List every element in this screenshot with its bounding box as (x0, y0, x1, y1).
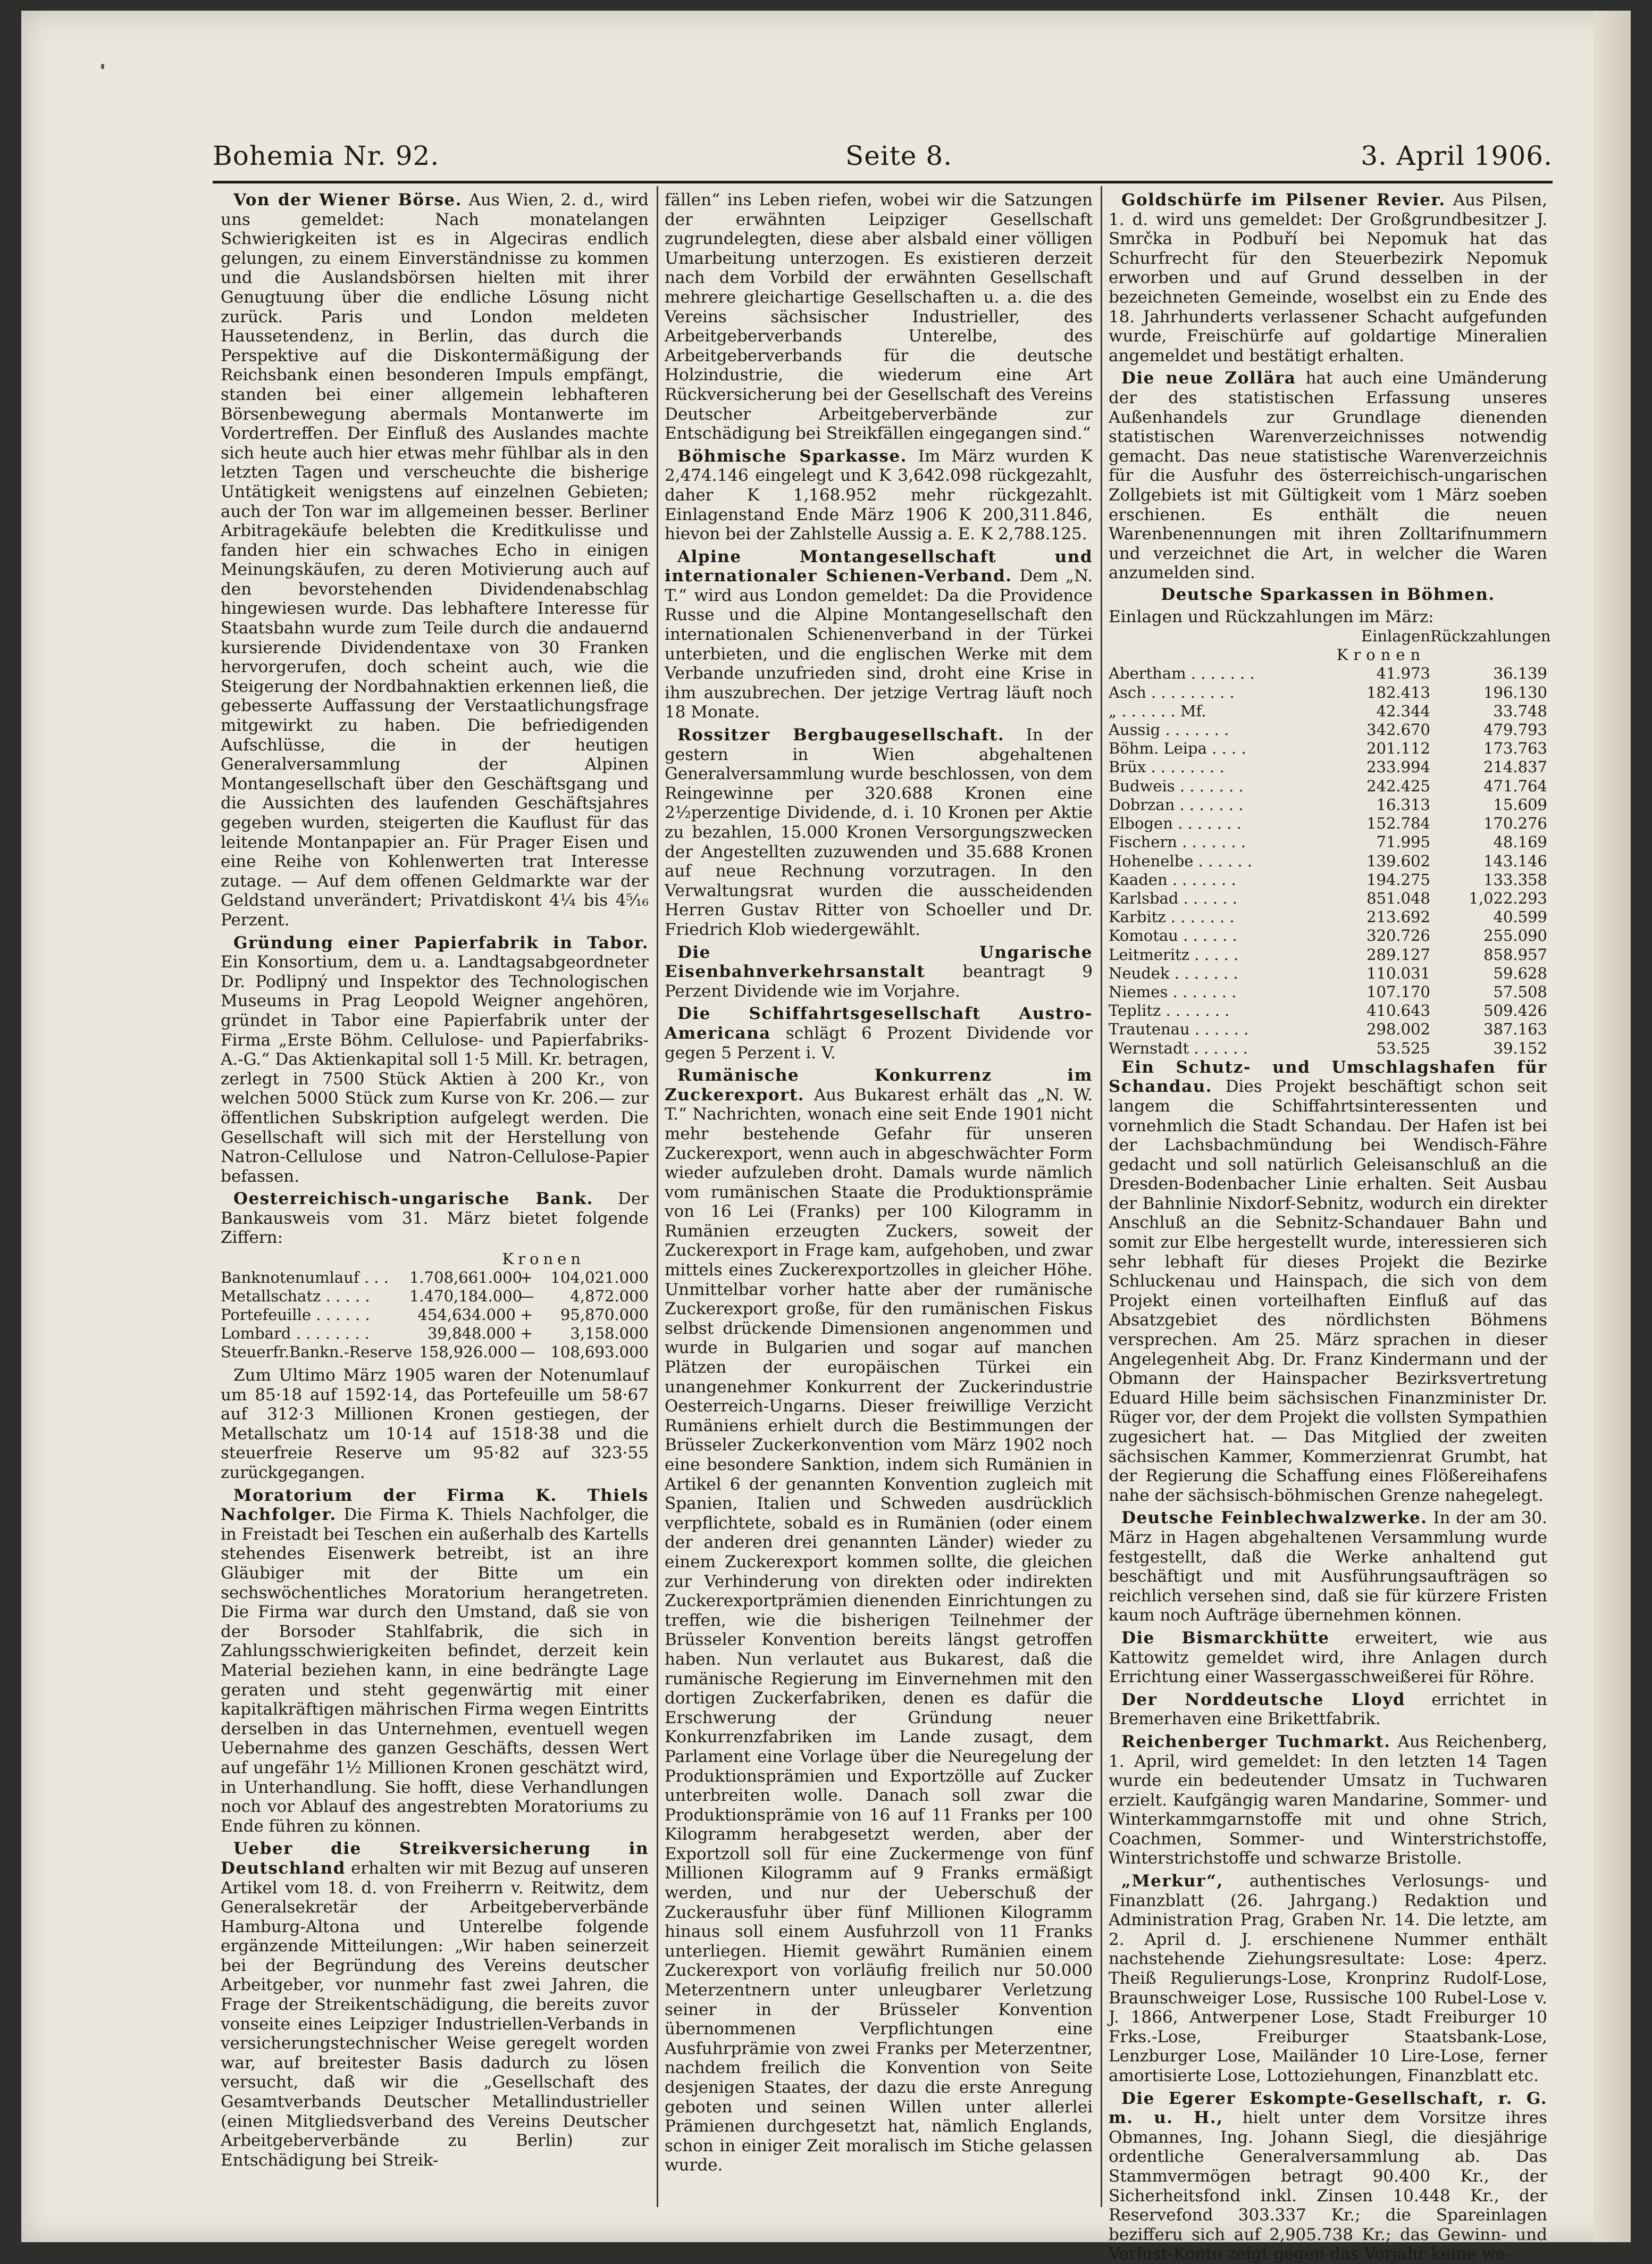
article-body: Ein Konsortium, dem u. a. Landtagsabgeordneter Dr. Podlipný und Inspektor des Technologischen Museums in Prag Leopold Weigner angehören, gründet in Tabor eine Papierfabrik unter der Firma „Erste Böhm. Cellulose- und Papierfabriks-A.-G.“ Das Aktienkapital soll 1·5 Mill. Kr. betragen, zerlegt in 7500 Stück Aktien à 200 Kr., von welchen 5000 Stück zum Kurse von Kr. 206.— zur öffentlichen Subskription aufgelegt werden. Die Gesellschaft will sich mit der Herstellung von Natron-Cellulose und Natron-Cellulose-Papier befassen. (221, 953, 649, 1186)
table-row (1109, 702, 1547, 721)
table-row (1109, 796, 1547, 814)
table-cell-value: 39,848.000 (427, 1324, 516, 1343)
table-cell-einlagen: 139.602 (1366, 851, 1430, 870)
article-body: Aus Reichenberg, 1. April, wird gemeldet: In den letzten 14 Tagen wurde ein bedeutender Umsatz in Tuchwaren erzielt. Kaufgängig waren Mandarine, Sommer- und Winterkammgarnstoffe mit und ohne Strich, Coachmen, Sommer- und Winterstrichstoffe, Winterstrichstoffe und schwarze Bristolle. (1109, 1732, 1547, 1868)
table-cell-value: 158,926.000 (419, 1343, 517, 1361)
table-row (1109, 739, 1547, 758)
table-row (1109, 814, 1547, 833)
table-row (1109, 908, 1547, 926)
table-row (1109, 777, 1547, 796)
table-cell-einlagen: 410.643 (1366, 1001, 1430, 1020)
table-cell-change: 4,872.000 (570, 1287, 649, 1306)
table-cell-label: Karbitz . . . . . . . (1109, 908, 1235, 926)
table-header (1109, 627, 1551, 646)
table-row (1109, 964, 1547, 983)
table-cell-einlagen: 213.692 (1366, 908, 1430, 926)
article-heading: Moratorium der Firma K. Thiels Nachfolger. (221, 1485, 649, 1525)
article-heading: Rumänische Konkurrenz im Zuckerexport. (665, 1066, 1093, 1105)
table-row (1109, 664, 1547, 683)
table-cell-label: Dobrzan . . . . . . . (1109, 795, 1244, 814)
table-cell-rueckzahlungen: 509.426 (1483, 1001, 1547, 1020)
header-date: 3. April 1906. (1361, 140, 1553, 171)
article-body: Im März wurden K 2,474.146 eingelegt und K 3,642.098 rückgezahlt, daher K 1,168.952 mehr rückgezahlt. Einlagenstand Ende März 1906 K 200,311.846, hievon bei der Zahlstelle Aussig a. E. K 2,788.125. (665, 446, 1093, 544)
article-body: In der gestern in Wien abgehaltenen Generalversammlung wurde beschlossen, von dem Reingewinne per 320.688 Kronen eine 2½perzentige Dividende, d. i. 10 Kronen per Aktie zu bezahlen, 15.000 Kronen Versorgungszwecken der Angestellten zuzuwenden und 35.688 Kronen auf neue Rechnung vorzutragen. In den Verwaltungsrat wurden die ausscheidenden Herren Gustav Ritter von Schoeller und Dr. Friedrich Klob wiedergewählt. (665, 725, 1093, 939)
table-cell-rueckzahlungen: 48.169 (1493, 833, 1547, 851)
article-ungarische-eisenbahn (665, 943, 1093, 1001)
table-cell-rueckzahlungen: 858.957 (1483, 945, 1547, 964)
table-cell-label: Portefeuille . . . . . . (221, 1306, 370, 1324)
article-heading: Die neue Zollära (1121, 369, 1296, 388)
table-cell-change: 3,158.000 (570, 1324, 649, 1343)
column-3 (1109, 190, 1551, 2264)
article-body: In der am 30. März in Hagen abgehaltenen Versammlung wurde festgestellt, daß die Werke anhaltend gut beschäftigt und mit Ausführungsaufträgen so reichlich versehen sind, daß sie für kürzere Fristen kaum noch Aufträge übernehmen können. (1109, 1508, 1547, 1625)
table-row (1109, 946, 1547, 964)
table-cell-label: Metallschatz . . . . . (221, 1287, 370, 1306)
article-oesterr-ung-bank (221, 1189, 649, 1248)
table-cell-label: Steuerfr.Bankn.-Reserve (221, 1343, 413, 1361)
article-heading: Deutsche Feinblechwalzwerke. (1121, 1508, 1428, 1528)
table-row (221, 1306, 649, 1324)
article-bismarckhuette (1109, 1628, 1547, 1687)
table-row (1109, 926, 1547, 945)
table-row (1109, 1039, 1547, 1058)
table-cell-einlagen: 320.726 (1366, 926, 1430, 945)
table-cell-change: 104,021.000 (550, 1268, 649, 1287)
table-cell-einlagen: 182.413 (1366, 683, 1430, 701)
table-row (1109, 683, 1547, 702)
table-cell-sign: — (518, 1287, 534, 1306)
table-cell-rueckzahlungen: 40.599 (1493, 908, 1547, 926)
table-cell-label: Komotau . . . . . . (1109, 926, 1237, 945)
table-cell-label: Asch . . . . . . . . . (1109, 683, 1235, 701)
article-body-continued: Zum Ultimo März 1905 waren der Notenumlauf um 85·18 auf 1592·14, das Portefeuille um 58·67 auf 312·3 Millionen Kronen gestiegen, der Metallschatz um 10·14 auf 1518·38 und die steuerfreie Reserve um 95·82 auf 323·55 zurückgegangen. (221, 1366, 649, 1483)
article-moratorium (221, 1486, 649, 1836)
article-heading: Die Schiffahrtsgesellschaft Austro-Americana (665, 1004, 1093, 1043)
article-body: erweitert, wie aus Kattowitz gemeldet wird, ihre Anlagen durch Errichtung einer Wassergasschweißerei für Röhre. (1109, 1628, 1547, 1687)
table-cell-sign: + (519, 1268, 533, 1287)
article-schandau (1109, 1058, 1547, 1506)
table-cell-label: Hohenelbe . . . . . . (1109, 851, 1253, 870)
article-reichenberger-tuchmarkt (1109, 1732, 1547, 1868)
table-cell-rueckzahlungen: 36.139 (1493, 664, 1547, 683)
newspaper-page (21, 11, 1631, 2264)
page-header (213, 132, 1553, 180)
table-cell-label: Teplitz . . . . . . . (1109, 1001, 1230, 1020)
table-cell-label: Budweis . . . . . . . (1109, 776, 1244, 795)
column-2 (665, 190, 1093, 2211)
table-cell-rueckzahlungen: 39.152 (1493, 1039, 1547, 1057)
article-heading: Der Norddeutsche Lloyd (1121, 1690, 1406, 1709)
table-cell-einlagen: 242.425 (1366, 776, 1430, 795)
table-row (221, 1268, 649, 1287)
table-header (221, 1250, 649, 1268)
article-merkur (1109, 1872, 1547, 2086)
table-cell-rueckzahlungen: 33.748 (1493, 701, 1547, 720)
table-cell-einlagen: 110.031 (1366, 964, 1430, 982)
table-cell-rueckzahlungen: 173.763 (1483, 739, 1547, 758)
article-body: schlägt 6 Prozent Dividende vor gegen 5 Perzent i. V. (665, 1023, 1093, 1063)
article-body: Aus Pilsen, 1. d. wird uns gemeldet: Der Großgrundbesitzer J. Smrčka in Podbuří bei Nepomuk hat das Schurfrecht für den Steuerbezirk Nepomuk erworben und auf Grund desselben in der bezeichneten Gemeinde, woselbst ein zu Ende des 18. Jahrhunderts verlassener Schacht aufgefunden wurde, Freischürfe auf goldartige Mineralien angemeldet und bestätigt erhalten. (1109, 190, 1547, 365)
table-body (1109, 664, 1547, 1057)
article-heading: Die Bismarckhütte (1121, 1628, 1330, 1648)
article-deutsche-sparkassen (1109, 585, 1547, 605)
sparkassen-table (1109, 627, 1551, 1058)
column-1 (221, 190, 649, 2211)
article-body: Aus Wien, 2. d., wird uns gemeldet: Nach monatelangen Schwierigkeiten ist es in Algeciras endlich gelungen, zu einem Einverständnisse zu kommen und die Auslandsbörsen hielten mit ihrer Genugtuung über die endliche Lösung nicht zurück. Paris und London meldeten Haussetendenz, in Berlin, das durch die Perspektive auf die Diskontermäßigung der Reichsbank einen besonderen Impuls empfängt, standen bei einer allgemein lebhafteren Börsenbewegung abermals Montanwerte im Vordertreffen. Der Einfluß des Auslandes machte sich heute auch hier etwas mehr fühlbar als in den letzten Tagen und verscheuchte die bisherige Untätigkeit wenigstens auf einzelnen Gebieten; auch der Ton war im allgemeinen besser. Berliner Arbitragekäufe belebten die Kreditkulisse und fanden hier ein schwaches Echo in einigen Meinungskäufen, zu deren Motivierung auch auf den bevorstehenden Dividendenabschlag hingewiesen wurde. Das lebhaftere Interesse für Staatsbahn wurde zum Teile durch die andauernd kursierende Dividendentaxe von 30 Franken hervorgerufen, doch scheint auch, wie die Steigerung der Nordbahnaktien erkennen ließ, die gebesserte Auffassung der Verstaatlichungsfrage mitgewirkt zu haben. Die befriedigenden Aufschlüsse, die in der heutigen Generalversammlung der Alpinen Montangesellschaft über den Geschäftsgang und die Aussichten des laufenden Geschäftsjahres gegeben wurden, steigerten die Kauflust für das leitende Montanpapier an. Für Prager Eisen und eine Reihe von Kohlenwerten trat Interesse zutage. — Auf dem offenen Geldmarkte war der Geldstand unverändert; Privatdiskont 4¼ bis 4⁵⁄₁₆ Perzent. (221, 190, 649, 930)
table-cell-value: 1.470,184.000 (409, 1287, 523, 1306)
column-rule (657, 186, 658, 2207)
table-cell-label: Leitmeritz . . . . . (1109, 945, 1239, 964)
article-austro-americana (665, 1004, 1093, 1063)
table-header-cell: Einlagen (1361, 627, 1430, 646)
article-heading: Böhmische Sparkasse. (677, 446, 907, 466)
table-cell-change: 95,870.000 (560, 1306, 649, 1324)
table-row (1109, 758, 1547, 776)
table-cell-value: 454,634.000 (417, 1306, 516, 1324)
table-cell-rueckzahlungen: 57.508 (1493, 982, 1547, 1001)
article-heading: Die Ungarische Eisenbahnverkehrsanstalt (665, 942, 1093, 982)
article-heading: Deutsche Sparkassen in Böhmen. (1161, 584, 1495, 604)
article-heading: Die Egerer Eskompte-Gesellschaft, r. G. m. u. H., (1109, 2088, 1547, 2128)
header-page-number: Seite 8. (845, 140, 953, 171)
table-cell-rueckzahlungen: 479.793 (1483, 721, 1547, 739)
table-cell-einlagen: 152.784 (1366, 814, 1430, 833)
table-cell-rueckzahlungen: 170.276 (1483, 814, 1547, 833)
article-egerer-eskompte (1109, 2089, 1547, 2264)
table-cell-label: Aussig . . . . . . . (1109, 721, 1229, 739)
article-body: Dies Projekt beschäftigt schon seit langem die Schiffahrtsinteressenten und vornehmlich die Stadt Schandau. Der Hafen ist bei der Lachsbachmündung bei Wendisch-Fähre gedacht und soll natürlich Geleisanschluß an die Dresden-Bodenbacher Linie erhalten. Seit Ausbau der Bahnlinie Nixdorf-Sebnitz, wodurch ein direkter Anschluß an die Sebnitz-Schandauer Bahn und somit zur Elbe hergestellt wurde, interessieren sich sehr lebhaft für dieses Projekt die Bezirke Schluckenau und Hainspach, die sich von dem Projekt einen vorteilhaften Einfluß auf das Absatzgebiet des nördlichsten Böhmens versprechen. Am 25. März sprachen in dieser Angelegenheit Abg. Dr. Franz Kindermann und der Obmann der Hainspacher Bezirksvertretung Eduard Hille beim sächsischen Finanzminister Dr. Rüger vor, der dem Projekt die vollsten Sympathien zugesichert hat. — Das Mitglied der zweiten sächsischen Kammer, Kommerzienrat Grumbt, hat der Regierung die Schaffung eines Flößereihafens nahe der sächsisch-böhmischen Grenze nahegelegt. (1109, 1077, 1547, 1505)
header-masthead: Bohemia Nr. 92. (213, 140, 440, 171)
table-cell-einlagen: 42.344 (1376, 701, 1430, 720)
article-streikversicherung (221, 1839, 649, 2170)
article-heading: „Merkur“, (1121, 1872, 1223, 1891)
table-row (1109, 983, 1547, 1001)
table-cell-label: Wernstadt . . . . . . (1109, 1039, 1248, 1057)
table-cell-einlagen: 298.002 (1366, 1020, 1430, 1039)
table-cell-rueckzahlungen: 133.358 (1483, 870, 1547, 889)
table-cell-rueckzahlungen: 387.163 (1483, 1020, 1547, 1039)
table-cell-einlagen: 107.170 (1366, 982, 1430, 1001)
table-row (1109, 1020, 1547, 1039)
table-row (1109, 1001, 1547, 1020)
article-continued: fällen“ ins Leben riefen, wobei wir die Satzungen der erwähnten Leipziger Gesellschaft zugrundelegten, diese aber alsbald einer völligen Umarbeitung unterzogen. Es existieren derzeit nach dem Vorbild der erwähnten Gesellschaft mehrere gleichartige Gesellschaften u. a. die des Vereins sächsischer Industrieller, des Arbeitgeberverbands Unterelbe, des Arbeitgeberverbands für die deutsche Holzindustrie, die wiederum eine Art Rückversicherung bei der Gesellschaft des Vereins Deutscher Arbeitgeberverbände zur Entschädigung bei Streikfällen eingegangen sind.“ (665, 190, 1093, 444)
table-cell-change: 108,693.000 (550, 1343, 649, 1361)
table-cell-rueckzahlungen: 143.146 (1483, 851, 1547, 870)
article-rumaenische-konkurrenz (665, 1066, 1093, 2175)
table-cell-einlagen: 233.994 (1366, 758, 1430, 776)
article-goldschuerfe (1109, 190, 1547, 365)
table-cell-label: Kaaden . . . . . . . (1109, 870, 1236, 889)
article-rossitzer (665, 725, 1093, 940)
article-wiener-boerse (221, 190, 649, 930)
table-cell-label: Neudek . . . . . . . (1109, 964, 1238, 982)
table-cell-label: Elbogen . . . . . . . (1109, 814, 1242, 833)
header-rule (213, 181, 1553, 183)
article-body: Der Bankausweis vom 31. März bietet folgende Ziffern: (221, 1189, 649, 1248)
article-zollaera (1109, 369, 1547, 583)
table-cell-label: Böhm. Leipa . . . . (1109, 739, 1246, 758)
table-cell-label: „ . . . . . . Mf. (1109, 701, 1206, 720)
table-row (1109, 852, 1547, 871)
article-heading: Reichenberger Tuchmarkt. (1121, 1732, 1391, 1751)
table-row (221, 1287, 649, 1306)
article-heading: Oesterreichisch-ungarische Bank. (233, 1189, 593, 1209)
table-cell-sign: + (519, 1306, 533, 1324)
article-body: beantragt 9 Perzent Dividende wie im Vorjahre. (665, 962, 1093, 1001)
article-body: Einlagen und Rückzahlungen im März: (1109, 607, 1434, 627)
article-body: hat auch eine Umänderung der des statistischen Erfassung unseres Außenhandels zur Grundlage dienenden statistischen Warenverzeichnisses notwendig gemacht. Das neue statistische Warenverzeichnis für die Ausfuhr des österreichisch-ungarischen Zollgebiets ist mit Gültigkeit vom 1 März soeben erschienen. Es enthält die neuen Warenbenennungen mit ihren Zolltarifnummern und verzeichnet die Art, in welcher die Waren anzumelden sind. (1109, 369, 1547, 583)
table-cell-sign: + (519, 1324, 533, 1343)
article-body: errichtet in Bremerhaven eine Brikettfabrik. (1109, 1690, 1547, 1729)
table-row (221, 1324, 649, 1343)
article-heading: Alpine Montangesellschaft und internationaler Schienen-Verband. (665, 547, 1093, 586)
article-heading: Goldschürfe im Pilsener Revier. (1121, 190, 1446, 210)
article-alpine-montan (665, 547, 1093, 722)
table-cell-einlagen: 53.525 (1376, 1039, 1430, 1057)
table-cell-label: Brüx . . . . . . . . (1109, 758, 1225, 776)
table-cell-label: Lombard . . . . . . . . (221, 1324, 370, 1343)
table-cell-label: Banknotenumlauf . . . (221, 1268, 389, 1287)
bank-statement-table (221, 1250, 649, 1361)
print-speck (101, 64, 104, 69)
article-body: authentisches Verlosungs- und Finanzblatt (26. Jahrgang.) Redaktion und Administration Prag, Graben Nr. 14. Die letzte, am 2. April d. J. erschienene Nummer enthält nachstehende Ziehungsresultate: Lose: 4perz. Theiß Regulierungs-Lose, Kronprinz Rudolf-Lose, Braunschweiger Lose, Russische 100 Rubel-Lose v. J. 1866, Antwerpener Lose, Stadt Freiburger 10 Frks.-Lose, Freiburger Staatsbank-Lose, Lenzburger Lose, Mailänder 10 Lire-Lose, ferner amortisierte Lose, Lottoziehungen, Finanzblatt etc. (1109, 1872, 1547, 2086)
page-edge-shadow (1594, 11, 1631, 2242)
article-body: hielt unter dem Vorsitze ihres Obmannes, Ing. Johann Siegl, die diesjährige ordentliche Generalversammlung ab. Das Stammvermögen betragt 90.400 Kr., der Sicherheitsfond inkl. Zinsen 10.448 Kr., der Reservefond 303.337 Kr.; die Spareinlagen bezifferu sich auf 2,905.738 Kr.; das Gewinn- und Verlust-Konto zeigt gegen das Vorjahr keine we- (1109, 2108, 1548, 2264)
article-heading: Ein Schutz- und Umschlagshafen für Schandau. (1109, 1057, 1547, 1097)
table-header-cell: Rückzahlungen (1430, 627, 1551, 646)
table-cell-einlagen: 342.670 (1366, 721, 1430, 739)
table-cell-label: Abertham . . . . . . . (1109, 664, 1255, 683)
article-heading: Ueber die Streikversicherung in Deutschland (221, 1839, 649, 1878)
article-body: Dem „N. T.“ wird aus London gemeldet: Da die Providence Russe und die Alpine Montangesellschaft den internationalen Schienenverband in der Türkei unterbieten, und die englischen Werke mit dem Verbande unzufrieden sind, droht eine Krise in ihm auszubrechen. Der jetzige Vertrag läuft noch 18 Monate. (665, 566, 1093, 722)
table-cell-sign: — (520, 1343, 536, 1361)
table-row (1109, 721, 1547, 739)
column-rule (1101, 186, 1102, 2207)
table-cell-rueckzahlungen: 214.837 (1483, 758, 1547, 776)
article-norddeutscher-lloyd (1109, 1690, 1547, 1729)
article-heading: Rossitzer Bergbaugesellschaft. (677, 725, 1005, 745)
table-row (1109, 889, 1547, 908)
table-cell-rueckzahlungen: 196.130 (1483, 683, 1547, 701)
table-cell-einlagen: 201.112 (1366, 739, 1430, 758)
table-cell-value: 1.708,661.000 (409, 1268, 523, 1287)
article-heading: Von der Wiener Börse. (233, 190, 462, 210)
table-cell-rueckzahlungen: 59.628 (1493, 964, 1547, 982)
article-feinblechwalzwerke (1109, 1508, 1547, 1625)
table-unit: Kronen (502, 1250, 585, 1268)
table-row (221, 1343, 649, 1361)
table-cell-einlagen: 16.313 (1376, 795, 1430, 814)
table-cell-einlagen: 41.973 (1376, 664, 1430, 683)
table-cell-rueckzahlungen: 15.609 (1493, 795, 1547, 814)
table-cell-rueckzahlungen: 1,022.293 (1469, 889, 1547, 907)
table-cell-label: Niemes . . . . . . . (1109, 982, 1237, 1001)
table-row (1109, 833, 1547, 851)
article-heading: Gründung einer Papierfabrik in Tabor. (233, 933, 649, 953)
article-body: Die Firma K. Thiels Nachfolger, die in Freistadt bei Teschen ein außerhalb des Kartells stehendes Eisenwerk betreibt, ist an ihre Gläubiger mit der Bitte um ein sechswöchentliches Moratorium herangetreten. Die Firma war durch den Umstand, daß sie von der Borsoder Stahlfabrik, die sich in Zahlungsschwierigkeiten befindet, derzeit kein Material beziehen kann, in eine bedrängte Lage geraten und steht gegenwärtig mit einer kapitalkräftigen mährischen Firma wegen Eintritts derselben in das Unternehmen, eventuell wegen Uebernahme des ganzen Geschäfts, dessen Wert auf ungefähr 1½ Millionen Kronen geschätzt wird, in Unterhandlung. Sie hofft, diese Verhandlungen noch vor Ablauf des angestrebten Moratoriums zu Ende führen zu können. (221, 1505, 649, 1836)
table-cell-rueckzahlungen: 255.090 (1483, 926, 1547, 945)
table-cell-einlagen: 289.127 (1366, 945, 1430, 964)
table-unit: Kronen (1336, 646, 1426, 664)
table-cell-einlagen: 71.995 (1376, 833, 1430, 851)
table-cell-label: Karlsbad . . . . . . (1109, 889, 1238, 907)
article-papierfabrik (221, 933, 649, 1187)
article-body: Aus Bukarest erhält das „N. W. T.“ Nachrichten, wonach eine seit Ende 1901 nicht mehr bestehende Gefahr für unseren Zuckerexport, wenn auch in abgeschwächter Form wieder aufzuleben droht. Damals wurde nämlich vom rumänischen Staate die Produktionsprämie von 16 Lei (Franks) per 100 Kilogramm in Rumänien erzeugten Zuckers, soweit der Zuckerexport in Frage kam, aufgehoben, und zwar mittels eines Zuckerexportzolles in gleicher Höhe. Unmittelbar vorher hatte aber der rumänische Zuckerexport große, für den rumänischen Fiskus selbst drückende Dimensionen angenommen und wurde in Bulgarien und sogar auf manchen Plätzen der europäischen Türkei ein unangenehmer Konkurrent der Zuckerindustrie Oesterreich-Ungarns. Dieser freiwillige Verzicht Rumäniens erhielt durch die Bestimmungen der Brüsseler Zuckerkonvention vom März 1902 noch eine besondere Sanktion, indem sich Rumänien in Artikel 6 der genannten Konvention zugleich mit Spanien, Italien und Schweden ausdrücklich verpflichtete, sobald es in Rumänien (oder einem der anderen drei genannten Länder) wieder zu einem Zuckerexport kommen sollte, die gleichen zur Verhinderung von direkten oder indirekten Zuckerexportprämien dienenden Einrichtungen zu treffen, wie die bisherigen Teilnehmer der Brüsseler Konvention bereits längst getroffen haben. Nun verlautet aus Bukarest, daß die rumänische Regierung im Einvernehmen mit den dortigen Zuckerfabriken, denen es dafür die Erschwerung der Gründung neuer Konkurrenzfabriken im Lande zusagt, dem Parlament eine Vorlage über die Neuregelung der Produktionsprämien und Exportzölle auf Zucker unterbreiten wolle. Danach soll zwar die Produktionsprämie von 16 auf 11 Franks per 100 Kilogramm herabgesetzt werden, aber der Exportzoll soll für eine Zuckermenge von fünf Millionen Kilogramm auf 9 Franks ermäßigt werden, und nur der Ueberschuß der Zuckerausfuhr über fünf Millionen Kilogramm hinaus soll einem Ausfuhrzoll von 11 Franks unterliegen. Hiemit gewährt Rumänien einem Zuckerexport von vorläufig freilich nur 50.000 Meterzentnern unter unleugbarer Verletzung seiner in der Brüsseler Konvention übernommenen Verpflichtungen eine Ausfuhrprämie von zwei Franks per Meterzentner, nachdem freilich die Konvention von Seite desjenigen Staates, der dazu die erste Anregung geboten und seinen Willen unter allerlei Prämienen durchgesetzt hat, nämlich Englands, schon in einiger Zeit moralisch im Stiche gelassen wurde. (665, 1085, 1093, 2175)
article-body: erhalten wir mit Bezug auf unseren Artikel vom 18. d. von Freiherrn v. Reitwitz, dem Generalsekretär der Arbeitgeberverbände Hamburg-Altona und Unterelbe folgende ergänzende Mitteilungen: „Wir haben seinerzeit bei der Begründung des Vereins deutscher Arbeitgeber, vor nunmehr fast zwei Jahren, die Frage der Streikentschädigung, die bereits zuvor vonseite eines Leipziger Industriellen-Verbands in versicherungstechnischer Weise geregelt worden war, auf breitester Basis dadurch zu lösen versucht, daß wir die „Gesellschaft des Gesamtverbands Deutscher Metallindustrieller (einen Mitgliedsverband des Vereins Deutscher Arbeitgeberverbände zu Berlin) zur Entschädigung bei Streik- (221, 1858, 649, 2170)
table-cell-label: Trautenau . . . . . . (1109, 1020, 1249, 1039)
table-cell-rueckzahlungen: 471.764 (1483, 776, 1547, 795)
table-cell-einlagen: 194.275 (1366, 870, 1430, 889)
table-cell-einlagen: 851.048 (1366, 889, 1430, 907)
table-row (1109, 871, 1547, 889)
article-boehmische-sparkasse (665, 447, 1093, 544)
table-header-unit (1109, 646, 1547, 664)
table-cell-label: Fischern . . . . . . . (1109, 833, 1246, 851)
